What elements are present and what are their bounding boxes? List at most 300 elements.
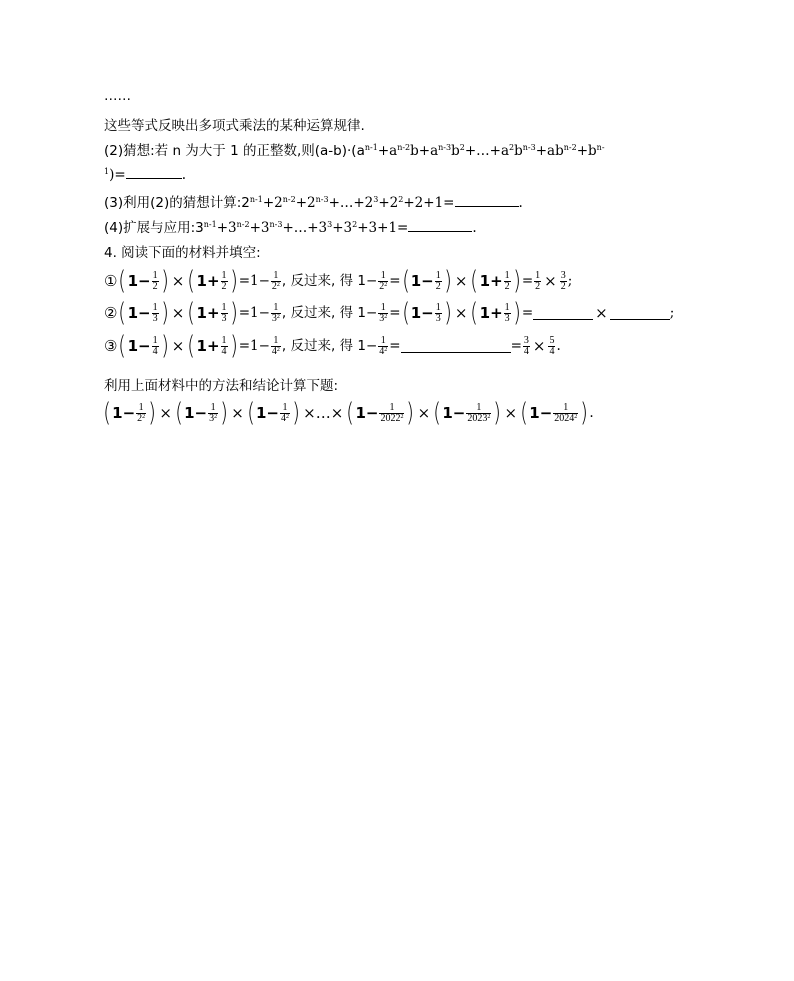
math-text: 1 — [410, 272, 422, 290]
math-text: 2023 — [467, 412, 488, 424]
item-marker: ③ — [104, 337, 118, 355]
times-sign: ×…× — [303, 404, 344, 422]
math-text: 2024 — [554, 412, 575, 424]
math-text: =1 — [238, 338, 259, 354]
fraction-numerator: 1 — [221, 301, 227, 313]
group-content — [197, 303, 229, 324]
summary-line — [104, 118, 365, 134]
math-text: (4)扩展与应用:3 — [104, 220, 204, 236]
fraction-denominator — [379, 413, 404, 424]
left-parenthesis: ( — [175, 398, 183, 428]
exponent: 2 — [276, 346, 280, 353]
exponent: 3 — [373, 195, 379, 204]
left-parenthesis: ( — [346, 398, 355, 428]
math-text: b+a — [410, 143, 439, 159]
fraction-numerator: 1 — [563, 401, 569, 413]
times-sign: × — [454, 272, 468, 290]
math-text: − — [138, 272, 151, 290]
fraction — [152, 271, 159, 292]
exponent: 2 — [214, 413, 218, 420]
exponent: 1 — [104, 167, 110, 176]
fraction-denominator: 3 — [435, 312, 441, 324]
math-text: +…+a — [464, 143, 510, 159]
parenthesized-group — [102, 400, 157, 426]
right-parenthesis: ) — [220, 398, 228, 428]
math-text: − — [365, 273, 378, 289]
fraction-numerator: 1 — [504, 301, 510, 313]
fraction-denominator: 4 — [221, 345, 227, 357]
fraction — [378, 303, 388, 324]
exponent: 2 — [574, 413, 578, 420]
fraction — [271, 303, 281, 324]
fraction — [221, 271, 228, 292]
math-text: − — [452, 404, 466, 422]
fraction — [560, 271, 567, 292]
math-text: − — [258, 338, 270, 354]
fraction-numerator: 1 — [221, 334, 227, 346]
fraction — [152, 336, 159, 357]
exponent: 3 — [327, 220, 333, 229]
math-text: = — [389, 305, 401, 321]
math-text: 3 — [209, 412, 215, 424]
exponent: 2 — [276, 313, 280, 320]
times-sign: × — [454, 304, 468, 322]
parenthesized-group — [117, 333, 169, 359]
math-text: )= — [109, 167, 126, 183]
math-text: 1 — [479, 304, 491, 322]
math-text: − — [258, 305, 270, 321]
math-text: ; — [567, 273, 573, 289]
math-text: =1 — [238, 273, 259, 289]
fraction-numerator: 1 — [273, 334, 279, 346]
left-parenthesis: ( — [187, 331, 196, 361]
group-content — [197, 336, 229, 357]
fraction-numerator: 5 — [549, 334, 555, 346]
fraction — [378, 336, 388, 357]
fraction — [379, 403, 404, 424]
math-text: 1 — [529, 404, 540, 422]
answer-blank-item2-a[interactable] — [533, 307, 593, 320]
fraction — [435, 303, 442, 324]
exponent: 2 — [142, 413, 146, 420]
exponent: n-2 — [397, 143, 411, 152]
exponent: n-3 — [315, 195, 329, 204]
right-parenthesis: ) — [493, 398, 502, 428]
parenthesized-group — [432, 400, 502, 426]
exponent: 2 — [276, 281, 280, 288]
parenthesized-group — [519, 400, 589, 426]
exponent: n-3 — [438, 143, 452, 152]
parenthesized-group — [469, 268, 521, 294]
left-parenthesis: ( — [118, 331, 127, 361]
fraction-denominator: 2 — [221, 280, 227, 292]
math-text: 这些等式反映出多项式乘法的某种运算规律. — [104, 118, 365, 134]
math-text: + — [206, 337, 220, 355]
math-text: 1 — [355, 404, 366, 422]
math-text: 1 — [112, 404, 123, 422]
fraction-denominator: 4 — [549, 345, 555, 357]
times-sign: × — [171, 337, 185, 355]
exponent: 2 — [398, 195, 404, 204]
parenthesized-group — [345, 400, 415, 426]
math-text: 1 — [255, 404, 267, 422]
left-parenthesis: ( — [520, 398, 528, 428]
answer-blank-2[interactable] — [126, 166, 182, 179]
fraction-denominator — [280, 413, 290, 424]
math-text: 4 — [280, 412, 286, 424]
fraction-numerator: 1 — [210, 401, 216, 413]
right-parenthesis: ) — [444, 266, 452, 296]
fraction-numerator: 1 — [273, 301, 279, 313]
bottom-product-expression — [102, 400, 594, 426]
left-parenthesis: ( — [470, 298, 479, 328]
fraction — [553, 403, 578, 424]
right-parenthesis: ) — [512, 266, 521, 296]
parenthesized-group — [186, 333, 238, 359]
math-text: +3 — [332, 220, 353, 236]
parenthesized-group — [186, 300, 238, 326]
fraction-numerator: 1 — [152, 334, 158, 346]
math-text: +2+1= — [403, 195, 455, 211]
fraction-denominator: 2 — [504, 280, 510, 292]
math-text: 4. 阅读下面的材料并填空: — [104, 245, 261, 261]
math-text: +ab — [535, 143, 564, 159]
math-text: = — [389, 273, 401, 289]
group-content — [480, 303, 512, 324]
times-sign: × — [595, 304, 608, 322]
math-text: − — [539, 404, 553, 422]
left-parenthesis: ( — [401, 298, 410, 328]
fraction-denominator — [466, 413, 491, 424]
exponent: n- — [596, 143, 605, 152]
math-text: = — [521, 305, 534, 321]
math-text: +…+3 — [282, 220, 328, 236]
exponent: 2 — [384, 346, 388, 353]
times-sign: × — [159, 404, 172, 422]
fraction — [221, 336, 228, 357]
times-sign: × — [231, 404, 244, 422]
fraction — [136, 403, 146, 424]
fraction-numerator: 1 — [380, 301, 386, 313]
math-text: . — [556, 338, 561, 354]
fraction-denominator: 4 — [152, 345, 158, 357]
math-text: +3+1= — [357, 220, 409, 236]
fraction-numerator: 1 — [273, 269, 279, 281]
material-item-1 — [104, 268, 572, 294]
math-text: +a — [377, 143, 398, 159]
math-text: 1 — [127, 337, 139, 355]
question-2-continued — [104, 166, 186, 183]
fraction-numerator: 1 — [389, 401, 395, 413]
math-text: . — [472, 220, 477, 236]
fraction-numerator: 3 — [560, 269, 566, 281]
group-content — [355, 403, 405, 424]
group-content — [128, 271, 160, 292]
answer-blank-item3[interactable] — [401, 340, 511, 353]
times-sign: × — [504, 404, 518, 422]
right-parenthesis: ) — [229, 266, 238, 296]
math-text: 1 — [184, 404, 195, 422]
fraction-denominator — [136, 413, 146, 424]
question-4-line — [104, 219, 477, 236]
left-parenthesis: ( — [247, 398, 255, 428]
math-text: , 反过来, 得 1 — [281, 338, 366, 354]
exponent: n-2 — [236, 220, 250, 229]
fraction — [435, 271, 442, 292]
left-parenthesis: ( — [118, 298, 127, 328]
group-content — [128, 303, 160, 324]
fraction-numerator: 3 — [523, 334, 529, 346]
parenthesized-group — [246, 400, 301, 426]
math-text: 2022 — [380, 412, 401, 424]
fraction-denominator: 2 — [535, 280, 541, 292]
fraction-denominator: 3 — [221, 312, 227, 324]
right-parenthesis: ) — [512, 298, 521, 328]
exponent: 2 — [384, 281, 388, 288]
exponent: 2 — [487, 413, 491, 420]
ellipsis-line — [104, 88, 131, 104]
math-text: 利用上面材料中的方法和结论计算下题: — [104, 378, 339, 394]
math-text: + — [206, 272, 220, 290]
math-text: − — [365, 338, 378, 354]
math-text: + — [490, 304, 503, 322]
fraction — [523, 336, 530, 357]
math-text: − — [365, 305, 378, 321]
exponent: n-1 — [364, 143, 378, 152]
answer-blank-3[interactable] — [455, 194, 519, 207]
math-text: 1 — [196, 272, 207, 290]
fraction-numerator: 1 — [535, 269, 541, 281]
math-text: b — [514, 143, 523, 159]
math-text: 3 — [379, 312, 385, 324]
exponent: n-3 — [269, 220, 283, 229]
fraction-numerator: 1 — [380, 269, 386, 281]
times-sign: × — [544, 272, 557, 290]
parenthesized-group — [401, 268, 453, 294]
left-parenthesis: ( — [401, 266, 410, 296]
math-text: 3 — [271, 312, 277, 324]
fraction-denominator — [208, 413, 218, 424]
exponent: 2 — [285, 413, 289, 420]
math-text: 1 — [442, 404, 453, 422]
right-parenthesis: ) — [160, 298, 169, 328]
math-text: = — [389, 338, 401, 354]
question-3-line — [104, 194, 523, 211]
material-item-2 — [104, 300, 674, 326]
exponent: 2 — [509, 143, 515, 152]
fraction-numerator: 1 — [282, 401, 288, 413]
question-2-line — [104, 143, 605, 159]
math-text: 4 — [379, 345, 385, 357]
left-parenthesis: ( — [187, 266, 196, 296]
math-text: , 反过来, 得 1 — [281, 273, 366, 289]
group-content — [197, 271, 229, 292]
math-text: + — [206, 304, 220, 322]
parenthesized-group — [117, 268, 169, 294]
fraction — [466, 403, 491, 424]
math-text: 1 — [127, 272, 139, 290]
math-text: +2 — [378, 195, 399, 211]
math-text: − — [122, 404, 136, 422]
math-text: − — [138, 304, 151, 322]
exponent: n-1 — [203, 220, 217, 229]
left-parenthesis: ( — [433, 398, 442, 428]
fraction — [534, 271, 541, 292]
right-parenthesis: ) — [160, 331, 169, 361]
group-content — [529, 403, 579, 424]
math-text: − — [194, 404, 208, 422]
fraction — [548, 336, 555, 357]
parenthesized-group — [186, 268, 238, 294]
group-content — [411, 303, 443, 324]
group-content — [442, 403, 492, 424]
fraction-numerator: 1 — [152, 269, 158, 281]
exponent: 2 — [352, 220, 358, 229]
fraction — [504, 271, 511, 292]
math-text: 1 — [410, 304, 422, 322]
parenthesized-group — [174, 400, 229, 426]
group-content — [411, 271, 443, 292]
times-sign: × — [532, 337, 546, 355]
fraction-denominator — [271, 281, 281, 292]
math-text: = — [510, 338, 522, 354]
math-text: − — [365, 404, 379, 422]
fraction-denominator — [271, 313, 281, 324]
fraction — [271, 271, 281, 292]
bottom-intro — [104, 378, 338, 394]
math-text: 1 — [127, 304, 139, 322]
fraction-numerator: 1 — [504, 269, 510, 281]
fraction-denominator: 2 — [435, 280, 441, 292]
math-text: (3)利用(2)的猜想计算:2 — [104, 195, 250, 211]
fraction — [504, 303, 511, 324]
math-text: 1 — [479, 272, 491, 290]
math-text: +3 — [216, 220, 237, 236]
fraction-numerator: 1 — [221, 269, 227, 281]
fraction-denominator: 4 — [523, 345, 529, 357]
times-sign: × — [171, 304, 185, 322]
math-text: . — [518, 195, 523, 211]
exponent: n-2 — [282, 195, 296, 204]
math-text: 1 — [196, 337, 207, 355]
exponent: 2 — [400, 413, 404, 420]
math-text: . — [181, 167, 186, 183]
math-text: . — [589, 405, 594, 421]
fraction-denominator — [378, 346, 388, 357]
left-parenthesis: ( — [187, 298, 196, 328]
parenthesized-group — [117, 300, 169, 326]
math-text: = — [521, 273, 534, 289]
fraction-numerator: 1 — [435, 301, 441, 313]
exponent: 2 — [384, 313, 388, 320]
math-text: − — [421, 304, 434, 322]
right-parenthesis: ) — [148, 398, 157, 428]
right-parenthesis: ) — [160, 266, 169, 296]
fraction-numerator: 1 — [380, 334, 386, 346]
fraction-denominator: 3 — [504, 312, 510, 324]
fraction-denominator — [378, 313, 388, 324]
answer-blank-4[interactable] — [408, 219, 472, 232]
math-text: +2 — [295, 195, 316, 211]
fraction-denominator: 3 — [152, 312, 158, 324]
parenthesized-group — [469, 300, 521, 326]
fraction-numerator: 1 — [152, 301, 158, 313]
math-text: − — [421, 272, 434, 290]
fraction-numerator: 1 — [138, 401, 144, 413]
math-text: (2)猜想:若 n 为大于 1 的正整数,则(a-b)·(a — [104, 143, 365, 159]
material-item-3 — [104, 333, 561, 359]
math-text: 2 — [137, 412, 143, 424]
right-parenthesis: ) — [229, 298, 238, 328]
fraction-denominator: 2 — [152, 280, 158, 292]
group-content — [112, 403, 147, 424]
group-content — [480, 271, 512, 292]
fraction — [280, 403, 290, 424]
math-text: 2 — [271, 280, 277, 292]
fraction-denominator — [378, 281, 388, 292]
math-text: b — [451, 143, 460, 159]
group-content — [128, 336, 160, 357]
fraction-numerator: 1 — [476, 401, 482, 413]
math-text: +3 — [249, 220, 270, 236]
math-text: − — [138, 337, 151, 355]
left-parenthesis: ( — [470, 266, 479, 296]
exponent: n-2 — [563, 143, 577, 152]
answer-blank-item2-b[interactable] — [610, 307, 670, 320]
fraction-numerator: 1 — [435, 269, 441, 281]
fraction-denominator — [553, 413, 578, 424]
math-text: +…+2 — [328, 195, 374, 211]
exponent: 2 — [459, 143, 465, 152]
math-text: +2 — [262, 195, 283, 211]
exponent: n-1 — [249, 195, 263, 204]
math-text: + — [490, 272, 503, 290]
math-text: =1 — [238, 305, 259, 321]
group-content — [184, 403, 219, 424]
math-text: , 反过来, 得 1 — [281, 305, 366, 321]
math-text: ; — [669, 305, 675, 321]
fraction — [221, 303, 228, 324]
fraction-denominator: 2 — [560, 280, 566, 292]
times-sign: × — [417, 404, 431, 422]
math-text: +b — [576, 143, 597, 159]
math-text: − — [266, 404, 279, 422]
fraction — [208, 403, 218, 424]
right-parenthesis: ) — [292, 398, 300, 428]
left-parenthesis: ( — [103, 398, 111, 428]
group-content — [256, 403, 291, 424]
fraction — [152, 303, 159, 324]
right-parenthesis: ) — [406, 398, 415, 428]
left-parenthesis: ( — [118, 266, 127, 296]
item-marker: ① — [104, 272, 118, 290]
right-parenthesis: ) — [580, 398, 589, 428]
times-sign: × — [171, 272, 185, 290]
math-text: 2 — [379, 280, 385, 292]
parenthesized-group — [401, 300, 453, 326]
right-parenthesis: ) — [229, 331, 238, 361]
fraction — [378, 271, 388, 292]
fraction — [271, 336, 281, 357]
math-text: − — [258, 273, 270, 289]
exponent: n-3 — [522, 143, 536, 152]
math-text: 1 — [196, 304, 207, 322]
fraction-denominator — [271, 346, 281, 357]
item-marker: ② — [104, 304, 118, 322]
math-text: 4 — [271, 345, 277, 357]
question-4-heading — [104, 245, 261, 261]
math-text: …… — [104, 88, 131, 104]
